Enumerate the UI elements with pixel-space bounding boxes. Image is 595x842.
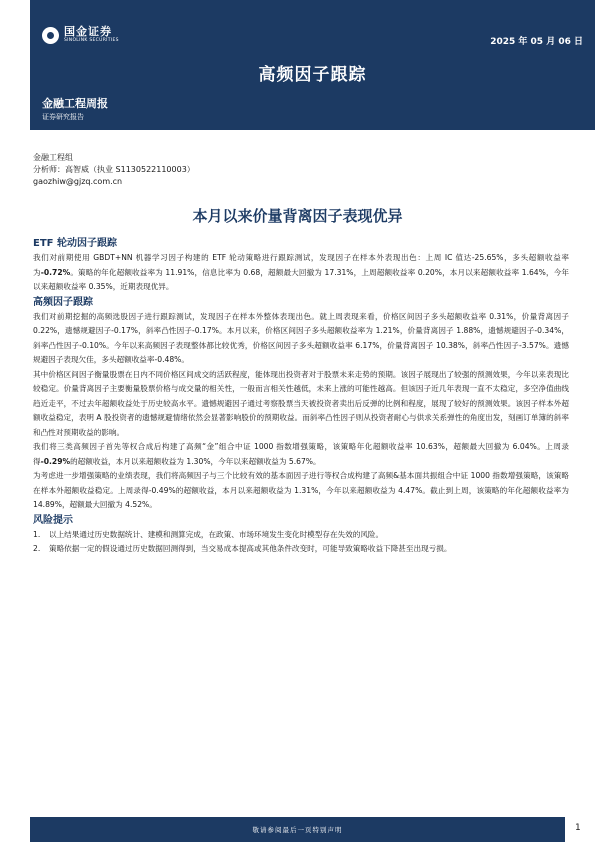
analyst-team: 金融工程组: [33, 153, 73, 162]
analyst-name: 分析师：高智威（执业 S1130522110003）: [33, 165, 195, 174]
analyst-info: [33, 152, 195, 188]
etf-paragraph: 我们对前期使用 GBDT+NN 机器学习因子构建的 ETF 轮动策略进行跟踪测试，发现因子在样本外表现出色：上周 IC 值达-25.65%，多头超额收益率为-0.72%。策略的年化超额收益率为 11.91%，信息比率为 0.68，超额最大回撤为 17.31%，上周超额收益率 0.20%，本月以来超额收益率 1.64%，今年以来超额收益率 0.35%，近期表现优异。: [33, 253, 569, 291]
risk-item: 1. 以上结果通过历史数据统计、建模和测算完成，在政策、市场环境发生变化时模型存在失效的风险。: [33, 529, 384, 539]
main-title: 本月以来价量背离因子表现优异: [192, 207, 403, 225]
section-title-risk: 风险提示: [33, 514, 73, 526]
hf-paragraph-2: 其中价格区间因子衡量股票在日内不同价格区间成交的活跃程度，能体现出投资者对于股票未来走势的预期。该因子展现出了较强的预测效果，今年以来表现比较稳定。价量背离因子主要衡量股票价格与成交量的相关性，一般而言相关性越低，未来上涨的可能性越高。但该因子近几年表现一直不太稳定，多空净值曲线趋近走平，不过去年超额收益处于历史较高水平。遗憾规避因子通过考察股票当天被投资者卖出后反弹的比例和程度，展现了较好的预测效果。该因子样本外超额收益稳定，表明 A 股投资者的遗憾规避情绪依然会显著影响股价的预期收益。而斜率凸性因子则从投资者耐心与供求关系弹性的角度出发，刻画订单簿的斜率和凸性对预期收益的影响。: [33, 369, 569, 437]
hf-paragraph-3: 我们将三类高频因子首先等权合成后构建了高频“金”组合中证 1000 指数增强策略，该策略年化超额收益率 10.63%，超额最大回撤为 6.04%。上周录得-0.29%的超额收益，本月以来超额收益为 1.30%，今年以来超额收益为 5.67%。: [33, 442, 569, 466]
company-logo: [42, 26, 119, 44]
brand-name-en: SINOLINK SECURITIES: [64, 38, 119, 43]
report-date: 2025 年 05 月 06 日: [490, 37, 583, 47]
analyst-email[interactable]: gaozhiw@gjzq.com.cn: [33, 177, 123, 186]
report-header: [30, 0, 595, 130]
report-title: 高频因子跟踪: [258, 65, 367, 85]
section-title-etf: ETF 轮动因子跟踪: [33, 238, 117, 249]
section-title-hf: 高频因子跟踪: [33, 296, 93, 308]
logo-mark-icon: [42, 27, 59, 44]
brand-name-cn: 国金证券: [64, 25, 112, 38]
hf-paragraph-1: 我们对前期挖掘的高频选股因子进行跟踪测试，发现因子在样本外整体表现出色。就上周表现来看，价格区间因子多头超额收益率 0.31%，价量背离因子 0.22%，遗憾规避因子-0.17%，斜率凸性因子-0.17%。本月以来，价格区间因子多头超额收益率为 1.21%，价量背离因子 1.88%，遗憾规避因子-0.34%，斜率凸性因子-0.10%。今年以来高频因子表现整体都比较优秀，价格区间因子多头超额收益率 6.17%，价量背离因子 10.38%，斜率凸性因子-3.57%。遗憾规避因子表现欠佳，多头超额收益率-0.48%。: [33, 311, 569, 364]
report-category: 证券研究报告: [42, 113, 84, 121]
report-series: 金融工程周报: [42, 97, 108, 110]
page-number: 1: [575, 823, 581, 833]
footer-note: 敬请参阅最后一页特别声明: [252, 826, 343, 834]
hf-paragraph-4: 为考虑进一步增强策略的业绩表现，我们将高频因子与三个比较有效的基本面因子进行等权合成构建了高频&基本面共振组合中证 1000 指数增强策略，该策略在样本外超额收益稳定。上周录得-0.49%的超额收益，本月以来超额收益为 1.31%，今年以来超额收益为 4.47%。截止到上周，该策略的年化超额收益率为 14.89%，超额最大回撤为 4.52%。: [33, 471, 569, 509]
report-body: [33, 236, 569, 557]
footer-bar: [30, 817, 565, 842]
risk-item: 2. 策略依据一定的假设通过历史数据回测得到，当交易成本提高或其他条件改变时，可能导致策略收益下降甚至出现亏损。: [33, 544, 452, 553]
